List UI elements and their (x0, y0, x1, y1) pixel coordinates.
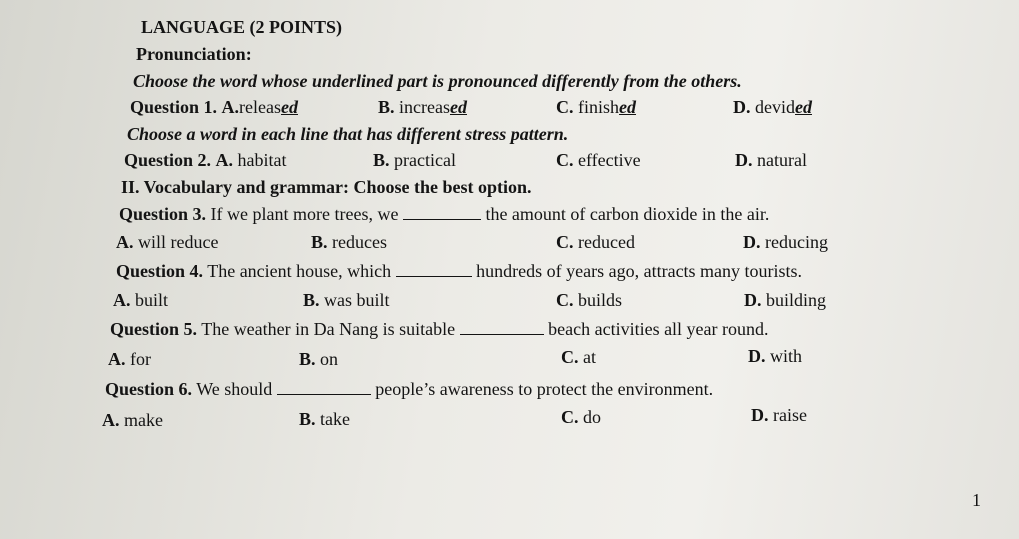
option-text: effective (578, 150, 641, 170)
option-text: builds (578, 290, 623, 310)
option-text: take (320, 409, 350, 429)
option-letter: B. (373, 150, 390, 170)
option-text: building (766, 290, 827, 310)
option-text: habitat (237, 150, 287, 170)
question-3-option-a[interactable] (116, 231, 218, 253)
underlined-part: ed (619, 97, 637, 117)
question-4-option-a[interactable] (113, 289, 168, 311)
question-1-option-b[interactable] (378, 96, 467, 118)
answer-blank (277, 380, 371, 395)
question-5-option-d[interactable] (748, 345, 802, 367)
option-letter: A. (221, 97, 240, 117)
option-letter: C. (556, 232, 574, 252)
question-2-label: Question 2. (124, 150, 212, 170)
option-letter: D. (733, 97, 751, 117)
question-1-option-c[interactable] (556, 96, 636, 118)
vocabulary-grammar-heading: II. Vocabulary and grammar: Choose the best option. (121, 177, 532, 197)
option-text: reduced (578, 232, 635, 252)
pronunciation-instruction: Choose the word whose underlined part is pronounced differently from the others. (133, 71, 742, 91)
option-letter: D. (743, 232, 761, 252)
question-5-option-b[interactable] (299, 348, 338, 370)
underlined-part: ed (280, 97, 298, 117)
option-text: do (583, 407, 601, 427)
option-letter: C. (556, 97, 574, 117)
question-6-option-c[interactable] (561, 406, 601, 428)
option-letter: B. (303, 290, 320, 310)
question-3-option-d[interactable] (743, 231, 828, 253)
option-letter: C. (556, 290, 574, 310)
question-5-label: Question 5. (110, 319, 198, 339)
option-text: was built (324, 290, 390, 310)
question-5-option-c[interactable] (561, 346, 596, 368)
option-text: raise (773, 405, 807, 425)
question-1-option-d[interactable] (733, 96, 812, 118)
underlined-part: ed (795, 97, 812, 117)
section-title: LANGUAGE (2 POINTS) (141, 17, 343, 37)
option-letter: D. (748, 346, 766, 366)
question-2-option-d[interactable] (735, 149, 807, 171)
question-3-label: Question 3. (119, 204, 207, 224)
option-text: natural (757, 150, 807, 170)
option-text: built (135, 290, 169, 310)
question-text: beach activities all year round. (548, 319, 769, 339)
question-4-stem (116, 260, 802, 282)
option-letter: C. (561, 347, 579, 367)
question-4-label: Question 4. (116, 261, 204, 281)
option-text: on (320, 349, 339, 369)
option-text: reducing (765, 232, 828, 252)
question-text: the amount of carbon dioxide in the air. (485, 204, 770, 224)
underlined-part: ed (449, 97, 467, 117)
option-letter: A. (108, 349, 126, 369)
question-6-stem (105, 378, 713, 400)
question-2-row (124, 149, 287, 171)
option-text: reduces (332, 232, 387, 252)
option-letter: C. (556, 150, 574, 170)
option-letter: B. (378, 97, 395, 117)
option-text: increas (399, 97, 450, 117)
answer-blank (396, 262, 472, 277)
option-text: practical (394, 150, 456, 170)
question-6-option-d[interactable] (751, 404, 807, 426)
option-text: at (583, 347, 596, 367)
answer-blank (460, 320, 544, 335)
option-letter: C. (561, 407, 579, 427)
question-1-label: Question 1. (130, 97, 218, 117)
option-text: will reduce (138, 232, 219, 252)
option-letter: D. (744, 290, 762, 310)
question-6-option-b[interactable] (299, 408, 350, 430)
question-4-option-b[interactable] (303, 289, 390, 311)
question-4-option-c[interactable] (556, 289, 622, 311)
question-1-row (130, 96, 298, 118)
question-4-option-d[interactable] (744, 289, 826, 311)
question-3-stem (119, 203, 769, 225)
option-letter: A. (116, 232, 134, 252)
option-text: finish (578, 97, 620, 117)
question-2-option-c[interactable] (556, 149, 641, 171)
question-text: We should (196, 379, 273, 399)
option-text: releas (239, 97, 281, 117)
option-letter: B. (311, 232, 328, 252)
option-text: devid (755, 97, 795, 117)
option-text: for (130, 349, 151, 369)
question-text: The ancient house, which (207, 261, 392, 281)
question-text: hundreds of years ago, attracts many tourists. (476, 261, 803, 281)
question-5-option-a[interactable] (108, 348, 151, 370)
option-letter: B. (299, 409, 316, 429)
option-letter: D. (751, 405, 769, 425)
question-5-stem (110, 318, 769, 340)
question-6-label: Question 6. (105, 379, 193, 399)
pronunciation-heading: Pronunciation: (136, 44, 252, 64)
page-number: 1 (972, 490, 981, 510)
question-text: The weather in Da Nang is suitable (201, 319, 456, 339)
option-text: with (770, 346, 803, 366)
option-text: make (124, 410, 163, 430)
answer-blank (403, 205, 481, 220)
option-letter: B. (299, 349, 316, 369)
question-3-option-b[interactable] (311, 231, 387, 253)
question-text: people’s awareness to protect the environment. (375, 379, 714, 399)
question-6-option-a[interactable] (102, 409, 163, 431)
question-3-option-c[interactable] (556, 231, 635, 253)
option-letter: D. (735, 150, 753, 170)
option-letter: A. (215, 150, 234, 170)
option-letter: A. (113, 290, 131, 310)
question-2-option-b[interactable] (373, 149, 456, 171)
stress-instruction: Choose a word in each line that has different stress pattern. (127, 124, 569, 144)
option-letter: A. (102, 410, 120, 430)
question-text: If we plant more trees, we (210, 204, 399, 224)
